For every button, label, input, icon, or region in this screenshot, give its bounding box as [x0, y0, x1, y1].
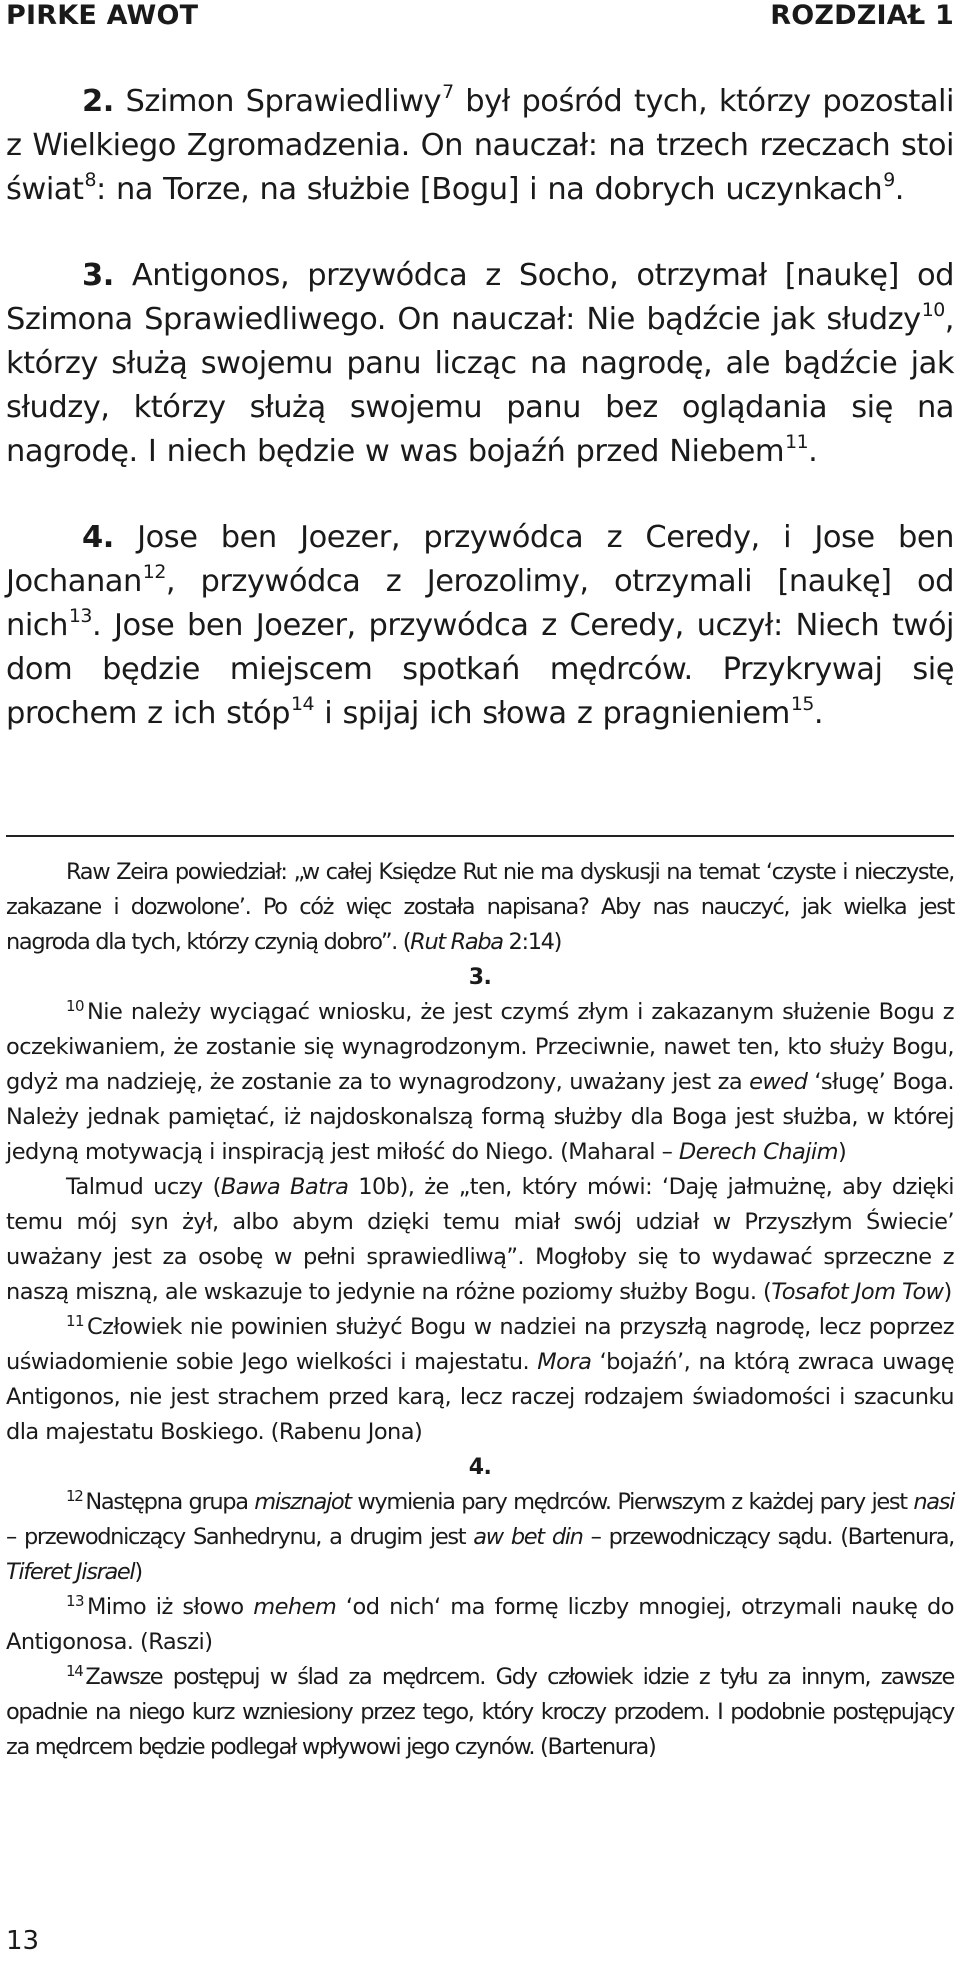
footnote-13: [6, 1590, 954, 1660]
header-chapter: ROZDZIAŁ 1: [770, 0, 954, 31]
main-text: [6, 80, 954, 778]
mishnah-4: [6, 516, 954, 736]
mishnah-2: [6, 80, 954, 212]
text-run: Zawsze postępuj w ślad za mędrcem. Gdy człowiek idzie z tyłu za innym, zawsze opadnie na niego kurz wzniesiony przez tego, który kroczy przodem. I podobnie postępujący za mędrcem będzie podlegał wpływowi jego czynów. (Bartenura): [6, 1664, 954, 1760]
footnote-divider: [6, 835, 954, 837]
running-header: [6, 0, 954, 36]
text-run: ‘bojaźń’, na którą zwraca uwagę Antigonos, nie jest strachem przed karą, lecz raczej rodzajem świadomości i szacunku dla majestatu Boskiego. (Rabenu Jona): [6, 1349, 954, 1445]
note-continuation: [6, 855, 954, 960]
text-run: .: [894, 172, 904, 207]
footnote-number: 11: [66, 1311, 84, 1330]
text-run: ): [943, 1279, 952, 1305]
footnote-number: 14: [66, 1661, 83, 1680]
footnote-ref[interactable]: 7: [442, 80, 454, 103]
source-title: Rut Raba: [410, 929, 503, 955]
footnote-ref[interactable]: 13: [68, 604, 92, 627]
mishnah-3: [6, 254, 954, 474]
text-run: 10b), że „ten, który mówi: ‘Daję jałmużnę, aby dzięki temu mój syn żył, albo abym dzięki temu miał swój udział w Przyszłym Świecie’ uważany jest za osobę w pełni sprawiedliwą”. Mogłoby się to wydawać sprzeczne z naszą miszną, ale wskazuje to jedynie na różne poziomy służby Bogu. (: [6, 1174, 955, 1305]
source-title: Bawa Batra: [220, 1174, 349, 1200]
footnote-ref[interactable]: 8: [84, 168, 96, 191]
italic-term: Mora: [537, 1349, 592, 1375]
italic-term: misznajot: [254, 1489, 351, 1515]
notes-section-heading: 3.: [468, 965, 492, 990]
text-run: Mimo iż słowo: [87, 1594, 254, 1620]
text-run: .: [813, 696, 824, 731]
text-run: ‘sługę’ Boga. Należy jednak pamiętać, iż najdoskonalszą formą służby dla Boga jest służba, w której jedyną motywacją i inspiracją jest miłość do Niego. (Maharal –: [6, 1069, 954, 1165]
text-run: ‘od nich‘ ma formę liczby mnogiej, otrzymali naukę do Antigonosa. (Raszi): [6, 1594, 955, 1655]
source-title: Tosafot Jom Tow: [771, 1279, 944, 1305]
mishnah-number: 3.: [82, 258, 114, 293]
footnote-ref[interactable]: 15: [790, 692, 814, 715]
footnote-14: [6, 1660, 954, 1765]
footnote-number: 10: [66, 996, 84, 1015]
footnote-10: [6, 995, 954, 1170]
notes-section-heading: 4.: [468, 1455, 492, 1480]
text-run: .: [808, 434, 818, 469]
italic-term: mehem: [253, 1594, 337, 1620]
text-run: ): [134, 1559, 142, 1585]
footnote-ref[interactable]: 11: [785, 430, 809, 453]
text-run: 2:14): [502, 929, 562, 955]
text-run: – przewodniczący sądu. (Bartenura,: [582, 1524, 954, 1550]
italic-term: ewed: [749, 1069, 808, 1095]
text-run: – przewodniczący Sanhedrynu, a drugim jest: [6, 1524, 474, 1550]
text-run: był pośród tych, którzy pozostali z Wielkiego Zgromadzenia. On nauczał: na trzech rzeczach stoi świat: [6, 84, 955, 207]
text-run: Jose ben Joezer, przywódca z Ceredy, i Jose ben Jochanan: [6, 520, 954, 599]
footnote-11: [6, 1310, 954, 1450]
footnote-ref[interactable]: 12: [142, 560, 166, 583]
footnote-number: 13: [66, 1591, 84, 1610]
footnote-ref[interactable]: 14: [291, 692, 315, 715]
italic-term: nasi: [913, 1489, 954, 1515]
text-run: , przywódca z Jerozolimy, otrzymali [naukę] od nich: [6, 564, 954, 643]
text-run: . Jose ben Joezer, przywódca z Ceredy, uczył: Niech twój dom będzie miejscem spotkań mędrców. Przykrywaj się prochem z ich stóp: [6, 608, 954, 731]
footnote-12: [6, 1485, 954, 1590]
text-run: Szimon Sprawiedliwy: [125, 84, 442, 119]
text-run: , którzy służą swojemu panu licząc na nagrodę, ale bądźcie jak słudzy, którzy służą swojemu panu bez oglądania się na nagrodę. I niech będzie w was bojaźń przed Niebem: [6, 302, 954, 469]
mishnah-number: 4.: [82, 520, 114, 555]
mishnah-number: 2.: [82, 84, 114, 119]
text-run: : na Torze, na służbie [Bogu] i na dobrych uczynkach: [96, 172, 883, 207]
page-number: 13: [6, 1926, 40, 1956]
text-run: ): [837, 1139, 847, 1165]
footnote-ref[interactable]: 9: [883, 168, 895, 191]
text-run: wymienia pary mędrców. Pierwszym z każdej pary jest: [350, 1489, 914, 1515]
footnote-number: 12: [66, 1486, 83, 1505]
text-run: Antigonos, przywódca z Socho, otrzymał [naukę] od Szimona Sprawiedliwego. On nauczał: Nie bądźcie jak słudzy: [6, 258, 954, 337]
text-run: Następna grupa: [85, 1489, 255, 1515]
source-title: Derech Chajim: [678, 1139, 838, 1165]
text-run: i spijaj ich słowa z pragnieniem: [314, 696, 790, 731]
italic-term: aw bet din: [473, 1524, 583, 1550]
text-run: Człowiek nie powinien służyć Bogu w nadziei na przyszłą nagrodę, lecz poprzez uświadomienie sobie Jego wielkości i majestatu.: [6, 1314, 954, 1375]
text-run: Nie należy wyciągać wniosku, że jest czymś złym i zakazanym służenie Bogu z oczekiwaniem, że zostanie się wynagrodzonym. Przeciwnie, nawet ten, kto służy Bogu, gdyż ma nadzieję, że zostanie za to wynagrodzony, uważany jest za: [6, 999, 954, 1095]
footnote-ref[interactable]: 10: [921, 298, 945, 321]
header-book-title: PIRKE AWOT: [6, 0, 199, 31]
source-title: Tiferet Jisrael: [6, 1559, 135, 1585]
text-run: Raw Zeira powiedział: „w całej Księdze Rut nie ma dyskusji na temat ‘czyste i nieczyste, zakazane i dozwolone’. Po cóż więc została napisana? Aby nas nauczyć, jak wielka jest nagroda dla tych, którzy czynią dobro”. (: [6, 859, 954, 955]
text-run: Talmud uczy (: [66, 1174, 221, 1200]
footnote-10-continued: [6, 1170, 954, 1310]
footnotes: [6, 855, 954, 1765]
